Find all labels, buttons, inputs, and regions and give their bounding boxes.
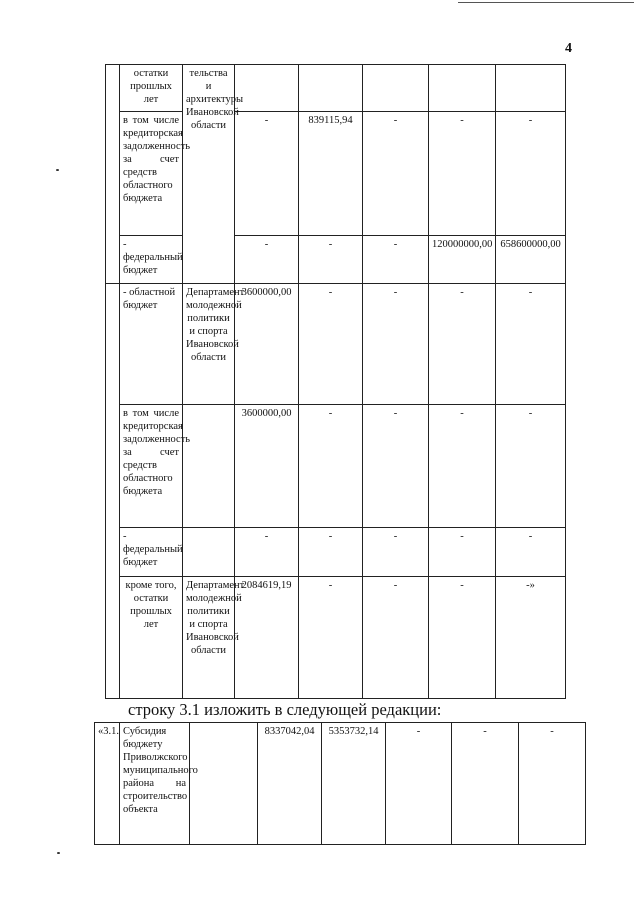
value-cell: - — [429, 528, 496, 577]
value-cell: - — [235, 528, 299, 577]
value-cell: - — [496, 528, 566, 577]
value-cell — [429, 65, 496, 112]
table-row — [106, 577, 566, 699]
indicator-cell: - федеральный бюджет — [120, 528, 183, 577]
value-cell: - — [363, 284, 429, 405]
value-cell — [299, 65, 363, 112]
value-cell — [496, 65, 566, 112]
table-row — [95, 723, 586, 845]
value-cell: - — [363, 236, 429, 284]
indicator-cell: остатки прошлых лет — [120, 65, 183, 112]
value-cell: - — [496, 405, 566, 528]
amended-row-table — [94, 722, 586, 845]
value-cell: 8337042,04 — [258, 723, 322, 845]
indicator-cell: в том числе кредиторская задолженность за счет средств областного бюджета — [120, 112, 183, 236]
value-cell: 658600000,00 — [496, 236, 566, 284]
value-cell: - — [386, 723, 452, 845]
value-cell: - — [429, 112, 496, 236]
value-cell: - — [299, 528, 363, 577]
executor-cell — [183, 528, 235, 577]
row-number-cell — [106, 65, 120, 284]
value-cell: - — [299, 236, 363, 284]
subsidy-name-cell: Субсидия бюджету Приволжского муниципального района на строительство объекта — [120, 723, 190, 845]
row-number-cell: «3.1. — [95, 723, 120, 845]
table-row — [106, 284, 566, 405]
value-cell: - — [363, 405, 429, 528]
executor-cell: тельства и архитектуры Ивановской области — [183, 65, 235, 284]
executor-cell: Департамент молодежной политики и спорта Ивановской области — [183, 577, 235, 699]
value-cell: - — [363, 112, 429, 236]
value-cell: - — [235, 112, 299, 236]
value-cell: 2084619,19 — [235, 577, 299, 699]
table-row — [106, 236, 566, 284]
value-cell: - — [452, 723, 519, 845]
page-number: 4 — [565, 41, 572, 56]
value-cell — [235, 65, 299, 112]
value-cell: - — [299, 405, 363, 528]
value-cell: - — [496, 112, 566, 236]
amendment-instruction: строку 3.1 изложить в следующей редакции: — [128, 700, 442, 719]
value-cell: 120000000,00 — [429, 236, 496, 284]
value-cell: - — [496, 284, 566, 405]
indicator-cell: кроме того, остатки прошлых лет — [120, 577, 183, 699]
indicator-cell: - областной бюджет — [120, 284, 183, 405]
scan-speck — [57, 852, 60, 854]
table-row — [106, 405, 566, 528]
value-cell: - — [519, 723, 586, 845]
value-cell: 3600000,00 — [235, 405, 299, 528]
value-cell: -» — [496, 577, 566, 699]
value-cell — [363, 65, 429, 112]
value-cell: 3600000,00 — [235, 284, 299, 405]
value-cell: - — [299, 577, 363, 699]
executor-cell — [190, 723, 258, 845]
executor-cell — [183, 405, 235, 528]
scan-speck — [56, 169, 59, 171]
value-cell: - — [429, 284, 496, 405]
table-row — [106, 528, 566, 577]
value-cell: 839115,94 — [299, 112, 363, 236]
row-number-cell — [106, 284, 120, 699]
table-row — [106, 112, 566, 236]
value-cell: - — [429, 577, 496, 699]
value-cell: - — [235, 236, 299, 284]
value-cell: - — [429, 405, 496, 528]
table-row — [106, 65, 566, 112]
indicator-cell: - федеральный бюджет — [120, 236, 183, 284]
executor-cell: Департамент молодежной политики и спорта Ивановской области — [183, 284, 235, 405]
value-cell: - — [363, 577, 429, 699]
indicator-cell: в том числе кредиторская задолженность за счет средств областного бюджета — [120, 405, 183, 528]
main-budget-table — [105, 64, 566, 699]
top-edge-rule — [458, 2, 634, 3]
value-cell: - — [363, 528, 429, 577]
value-cell: 5353732,14 — [322, 723, 386, 845]
value-cell: - — [299, 284, 363, 405]
